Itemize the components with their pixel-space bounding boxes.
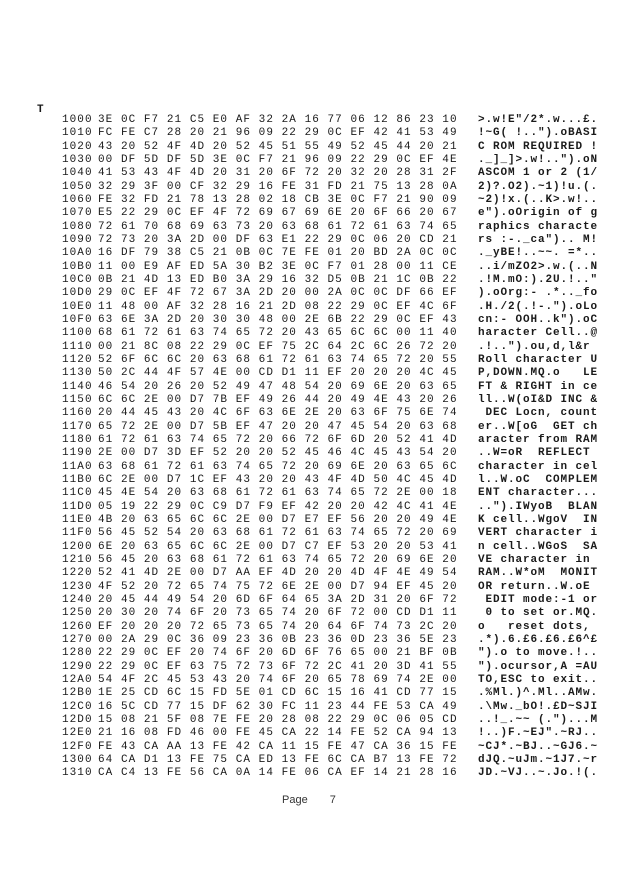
dump-row (0, 501, 620, 514)
row-hex-bytes: 22 29 0C EF 20 74 6F 20 6D 6F 76 65 00 21 BF 0B (98, 647, 458, 660)
dump-row (0, 354, 620, 367)
dump-row (0, 647, 620, 660)
row-ascii: l..W.oC COMPLEM (478, 473, 599, 486)
dump-row (0, 487, 620, 500)
row-ascii: ..W=oR REFLECT (478, 447, 599, 460)
row-hex-bytes: 6C 2E 00 D7 1C EF 43 20 20 43 4F 4D 50 4C 45 4D (98, 473, 458, 486)
row-hex-bytes: 20 30 20 74 6F 20 73 65 74 20 6F 72 00 CD D1 11 (98, 607, 458, 620)
row-ascii: C ROM REQUIRED ! (478, 140, 599, 153)
row-hex-bytes: 21 16 08 FD 46 00 FE 45 CA 22 14 FE 52 CA 94 13 (98, 727, 458, 740)
row-ascii: ._]_]>.w!..").oN (478, 153, 599, 166)
row-ascii: haracter Cell..@ (478, 327, 599, 340)
dump-row (0, 341, 620, 354)
dump-row (0, 287, 620, 300)
row-hex-bytes: 52 6F 6C 6C 20 63 68 61 72 61 63 74 65 72 20 55 (98, 353, 458, 366)
row-ascii: raphics characte (478, 220, 599, 233)
page-label: Page (282, 794, 308, 806)
row-hex-bytes: 4B 20 63 65 6C 6C 2E 00 D7 E7 EF 56 20 20 49 4E (98, 513, 458, 526)
row-hex-bytes: 64 CA D1 13 FE 75 CA ED 13 FE 6C CA B7 13 FE 72 (98, 753, 458, 766)
row-ascii: !~G( !..").oBASI (478, 127, 599, 140)
row-address: 1080 (62, 220, 93, 233)
row-hex-bytes: EF 20 20 20 72 65 73 65 74 20 64 6F 74 73 2C 20 (98, 620, 458, 633)
row-address: 1220 (62, 567, 93, 580)
row-hex-bytes: 45 4E 54 20 63 68 61 72 61 63 74 65 72 2E 00 18 (98, 487, 458, 500)
row-hex-bytes: FE 43 CA AA 13 FE 42 CA 11 15 FE 47 CA 36 15 FE (98, 740, 458, 753)
row-ascii: EDIT mode:-1 or (478, 593, 599, 606)
dump-row (0, 407, 620, 420)
row-hex-bytes: 20 45 44 49 54 20 6D 6F 64 65 3A 2D 31 20 6F 72 (98, 593, 458, 606)
row-address: 1260 (62, 620, 93, 633)
row-address: 1150 (62, 393, 93, 406)
row-ascii: ").ocursor,A =AU (478, 660, 599, 673)
row-ascii: .H./2(.!-.").oLo (478, 300, 599, 313)
row-hex-bytes: FC FE C7 28 20 21 96 09 22 29 0C EF 42 41 53 49 (98, 127, 458, 140)
row-address: 12C0 (62, 700, 93, 713)
row-hex-bytes: 72 61 70 68 69 63 73 20 63 68 61 72 61 63 74 65 (98, 220, 458, 233)
row-hex-bytes: 00 2A 29 0C 36 09 23 36 0B 23 36 0D 23 36 5E 23 (98, 633, 458, 646)
dump-row (0, 327, 620, 340)
dump-row (0, 741, 620, 754)
dump-row (0, 194, 620, 207)
row-hex-bytes: 63 6E 3A 2D 20 30 30 48 00 2E 6B 22 29 0C EF 43 (98, 313, 458, 326)
dump-row (0, 141, 620, 154)
row-address: 1130 (62, 367, 93, 380)
row-address: 1050 (62, 180, 93, 193)
row-address: 12F0 (62, 740, 93, 753)
row-ascii: 0 to set or.MQ. (478, 607, 599, 620)
dump-row (0, 114, 620, 127)
row-ascii: K cell..WgoV IN (478, 513, 599, 526)
row-address: 1090 (62, 233, 93, 246)
row-hex-bytes: 16 5C CD 77 15 DF 62 30 FC 11 23 44 FE 53 CA 49 (98, 700, 458, 713)
dump-row (0, 727, 620, 740)
row-address: 12B0 (62, 687, 93, 700)
dump-row (0, 701, 620, 714)
row-hex-bytes: 16 DF 79 38 C5 21 0B 0C 7E FE 01 20 BD 2A 0C 0C (98, 247, 458, 260)
dump-row (0, 301, 620, 314)
row-address: 10D0 (62, 287, 93, 300)
row-hex-bytes: 2E 00 D7 3D EF 52 20 20 52 45 46 4C 45 43 54 20 (98, 447, 458, 460)
row-address: 1200 (62, 540, 93, 553)
dump-row (0, 314, 620, 327)
row-hex-bytes: 3E 0C F7 21 C5 E0 AF 32 2A 16 77 06 12 86 23 10 (98, 114, 458, 126)
row-ascii: ").o to move.!.. (478, 647, 599, 660)
dump-row (0, 447, 620, 460)
row-address: 10E0 (62, 300, 93, 313)
row-address: 10F0 (62, 313, 93, 326)
dump-row (0, 461, 620, 474)
row-hex-bytes: 63 68 61 72 61 63 74 65 72 20 69 6E 20 63 65 6C (98, 460, 458, 473)
row-address: 11D0 (62, 500, 93, 513)
row-address: 1240 (62, 593, 93, 606)
row-ascii: VE character in (478, 553, 599, 566)
row-hex-bytes: 50 2C 44 4F 57 4E 00 CD D1 11 EF 20 20 20 4C 45 (98, 367, 458, 380)
page-footer (282, 794, 336, 806)
row-hex-bytes: 6C 6C 2E 00 D7 7B EF 49 26 44 20 49 4E 43 20 26 (98, 393, 458, 406)
row-ascii: ~2)!x.(..K>.w!.. (478, 193, 599, 206)
row-hex-bytes: 54 4F 2C 45 53 43 20 74 6F 20 65 78 69 74 2E 00 (98, 673, 458, 686)
dump-row (0, 754, 620, 767)
row-ascii: .*).6.£6.£6.£6^£ (478, 633, 599, 646)
row-address: 1060 (62, 193, 93, 206)
row-address: 1160 (62, 407, 93, 420)
dump-row (0, 367, 620, 380)
row-address: 11F0 (62, 527, 93, 540)
row-ascii: ll..W(oI&D INC & (478, 393, 599, 406)
row-ascii: VERT character i (478, 527, 599, 540)
dump-row (0, 221, 620, 234)
row-address: 1010 (62, 127, 93, 140)
row-hex-bytes: 05 19 22 29 0C C9 D7 F9 EF 42 20 20 42 4C 41 4E (98, 500, 458, 513)
row-hex-bytes: 65 72 2E 00 D7 5B EF 47 20 20 47 45 54 20 63 68 (98, 420, 458, 433)
row-ascii: .!..").ou,d,l&r (478, 340, 599, 353)
row-address: 10B0 (62, 260, 93, 273)
row-ascii: FT & RIGHT in ce (478, 380, 599, 393)
row-address: 1190 (62, 447, 93, 460)
row-address: 1140 (62, 380, 93, 393)
row-ascii: ENT character... (478, 487, 599, 500)
row-hex-bytes: 6E 20 63 65 6C 6C 2E 00 D7 C7 EF 53 20 20 53 41 (98, 540, 458, 553)
row-address: 1100 (62, 327, 93, 340)
dump-row (0, 607, 620, 620)
row-hex-bytes: 00 21 8C 08 22 29 0C EF 75 2C 64 2C 6C 26 72 20 (98, 340, 458, 353)
row-hex-bytes: 1E 25 CD 6C 15 FD 5E 01 CD 6C 15 16 41 CD 77 15 (98, 687, 458, 700)
row-address: 12E0 (62, 727, 93, 740)
row-hex-bytes: 32 29 3F 00 CF 32 29 16 FE 31 FD 21 75 13 28 0A (98, 180, 458, 193)
row-address: 1070 (62, 207, 93, 220)
row-address: 1250 (62, 607, 93, 620)
row-ascii: cn:- OOH..k").oC (478, 313, 599, 326)
page-number: 7 (329, 794, 336, 806)
row-ascii: o reset dots, (478, 620, 599, 633)
row-ascii: RAM..W*oM MONIT (478, 567, 599, 580)
row-hex-bytes: 20 44 45 43 20 4C 6F 63 6E 2E 20 63 6F 75 6E 74 (98, 407, 458, 420)
row-ascii: DEC Locn, count (478, 407, 599, 420)
dump-row (0, 247, 620, 260)
margin-marker: T (37, 104, 44, 116)
row-hex-bytes: 56 45 20 63 68 61 72 61 63 74 65 72 20 69 6E 20 (98, 553, 458, 566)
row-hex-bytes: 29 0C EF 4F 72 67 3A 2D 20 00 2A 0C 0C DF 66 EF (98, 287, 458, 300)
row-ascii: aracter from RAM (478, 433, 599, 446)
row-hex-bytes: 4F 52 20 72 65 74 75 72 6E 2E 00 D7 94 EF 45 20 (98, 580, 458, 593)
row-address: 1120 (62, 353, 93, 366)
row-ascii: OR return..W.oE (478, 580, 599, 593)
row-ascii: e").oOrigin of g (478, 207, 599, 220)
row-hex-bytes: 15 08 21 5F 08 7E FE 20 28 08 22 29 0C 06 05 CD (98, 713, 458, 726)
dump-row (0, 474, 620, 487)
row-hex-bytes: 41 53 43 4F 4D 20 31 20 6F 72 20 32 20 28 31 2F (98, 167, 458, 180)
dump-row (0, 381, 620, 394)
dump-row (0, 714, 620, 727)
dump-row (0, 567, 620, 580)
row-hex-bytes: E5 22 29 0C EF 4F 72 69 67 69 6E 20 6F 66 20 67 (98, 207, 458, 220)
row-ascii: TO,ESC to exit.. (478, 673, 599, 686)
row-ascii: .\Mw._bO!.£D~SJI (478, 700, 599, 713)
dump-row (0, 261, 620, 274)
row-address: 12D0 (62, 713, 93, 726)
dump-row (0, 514, 620, 527)
row-ascii: ASCOM 1 or 2 (1/ (478, 167, 599, 180)
row-ascii: !..)F.~EJ".~RJ.. (478, 727, 599, 740)
row-ascii: ._yBE!..~~. =*.. (478, 247, 599, 260)
dump-row (0, 434, 620, 447)
row-address: 1300 (62, 753, 93, 766)
row-address: 11C0 (62, 487, 93, 500)
row-ascii: character in cel (478, 460, 599, 473)
dump-row (0, 154, 620, 167)
row-ascii: ..!_.~~ (.")...M (478, 713, 599, 726)
row-hex-bytes: 46 54 20 26 20 52 49 47 48 54 20 69 6E 20 63 65 (98, 380, 458, 393)
dump-row (0, 634, 620, 647)
row-ascii: dJQ.~uJm.~1J7.~r (478, 753, 599, 766)
row-address: 1270 (62, 633, 93, 646)
row-address: 1310 (62, 767, 93, 780)
dump-row (0, 527, 620, 540)
row-hex-bytes: 22 29 0C EF 63 75 72 73 6F 72 2C 41 20 3D 41 55 (98, 660, 458, 673)
row-ascii: ).oOrg:- .*.._fo (478, 287, 599, 300)
dump-row (0, 167, 620, 180)
row-ascii: >.w!E"/2*.w...£. (478, 114, 599, 126)
row-address: 1020 (62, 140, 93, 153)
row-ascii: rs :-._ca").. M! (478, 233, 599, 246)
row-ascii: .%Ml.)^.Ml..AMw. (478, 687, 599, 700)
row-hex-bytes: 61 72 61 63 74 65 72 20 66 72 6F 6D 20 52 41 4D (98, 433, 458, 446)
row-hex-bytes: 0B 21 4D 13 ED B0 3A 29 16 32 D5 0B 21 1C 0B 22 (98, 273, 458, 286)
row-hex-bytes: FE 32 FD 21 78 13 28 02 18 CB 3E 0C F7 21 90 09 (98, 193, 458, 206)
row-address: 10C0 (62, 273, 93, 286)
dump-row (0, 207, 620, 220)
row-ascii: 2)?.O2).~1)!u.(. (478, 180, 599, 193)
row-address: 1290 (62, 660, 93, 673)
row-ascii: er..W[oG GET ch (478, 420, 599, 433)
row-ascii: JD.~VJ..~.Jo.!(. (478, 767, 599, 780)
row-address: 11A0 (62, 460, 93, 473)
row-address: 1110 (62, 340, 93, 353)
row-address: 1170 (62, 420, 93, 433)
row-address: 1180 (62, 433, 93, 446)
dump-row (0, 181, 620, 194)
dump-row (0, 767, 620, 780)
row-hex-bytes: 52 41 4D 2E 00 D7 AA EF 4D 20 20 4D 4F 4E 49 54 (98, 567, 458, 580)
dump-row (0, 394, 620, 407)
row-ascii: ..").IWyoB BLAN (478, 500, 599, 513)
dump-row (0, 274, 620, 287)
dump-row (0, 234, 620, 247)
row-hex-bytes: 43 20 52 4F 4D 20 52 45 51 55 49 52 45 44 20 21 (98, 140, 458, 153)
row-ascii: P,DOWN.MQ.o LE (478, 367, 599, 380)
row-hex-bytes: 68 61 72 61 63 74 65 72 20 43 65 6C 6C 00 11 40 (98, 327, 458, 340)
row-address: 1280 (62, 647, 93, 660)
dump-row (0, 127, 620, 140)
dump-row (0, 661, 620, 674)
dump-row (0, 621, 620, 634)
dump-row (0, 594, 620, 607)
row-address: 1030 (62, 153, 93, 166)
row-hex-bytes: 11 48 00 AF 32 28 16 21 2D 08 22 29 0C EF 4C 6F (98, 300, 458, 313)
row-ascii: ..i/mZO2>.w.(..N (478, 260, 599, 273)
row-ascii: ~CJ*.~BJ..~GJ6.~ (478, 740, 599, 753)
row-hex-bytes: 72 73 20 3A 2D 00 DF 63 E1 22 29 0C 06 20 CD 21 (98, 233, 458, 246)
dump-row (0, 674, 620, 687)
row-ascii: Roll character U (478, 353, 599, 366)
row-ascii: n cell..WGoS SA (478, 540, 599, 553)
row-address: 11B0 (62, 473, 93, 486)
row-ascii: .!M.mO:).2U.!.." (478, 273, 599, 286)
row-address: 1230 (62, 580, 93, 593)
row-hex-bytes: 11 00 E9 AF ED 5A 30 B2 3E 0C F7 01 28 00 11 CE (98, 260, 458, 273)
dump-row (0, 421, 620, 434)
dump-row (0, 541, 620, 554)
row-address: 10A0 (62, 247, 93, 260)
row-hex-bytes: CA C4 13 FE 56 CA 0A 14 FE 06 CA EF 14 21 28 16 (98, 767, 458, 780)
dump-row (0, 581, 620, 594)
row-address: 1000 (62, 114, 93, 126)
row-address: 12A0 (62, 673, 93, 686)
row-hex-bytes: 56 45 52 54 20 63 68 61 72 61 63 74 65 72 20 69 (98, 527, 458, 540)
row-hex-bytes: 00 DF 5D DF 5D 3E 0C F7 21 96 09 22 29 0C EF 4E (98, 153, 458, 166)
row-address: 1210 (62, 553, 93, 566)
dump-row (0, 687, 620, 700)
dump-row (0, 554, 620, 567)
row-address: 1040 (62, 167, 93, 180)
row-address: 11E0 (62, 513, 93, 526)
